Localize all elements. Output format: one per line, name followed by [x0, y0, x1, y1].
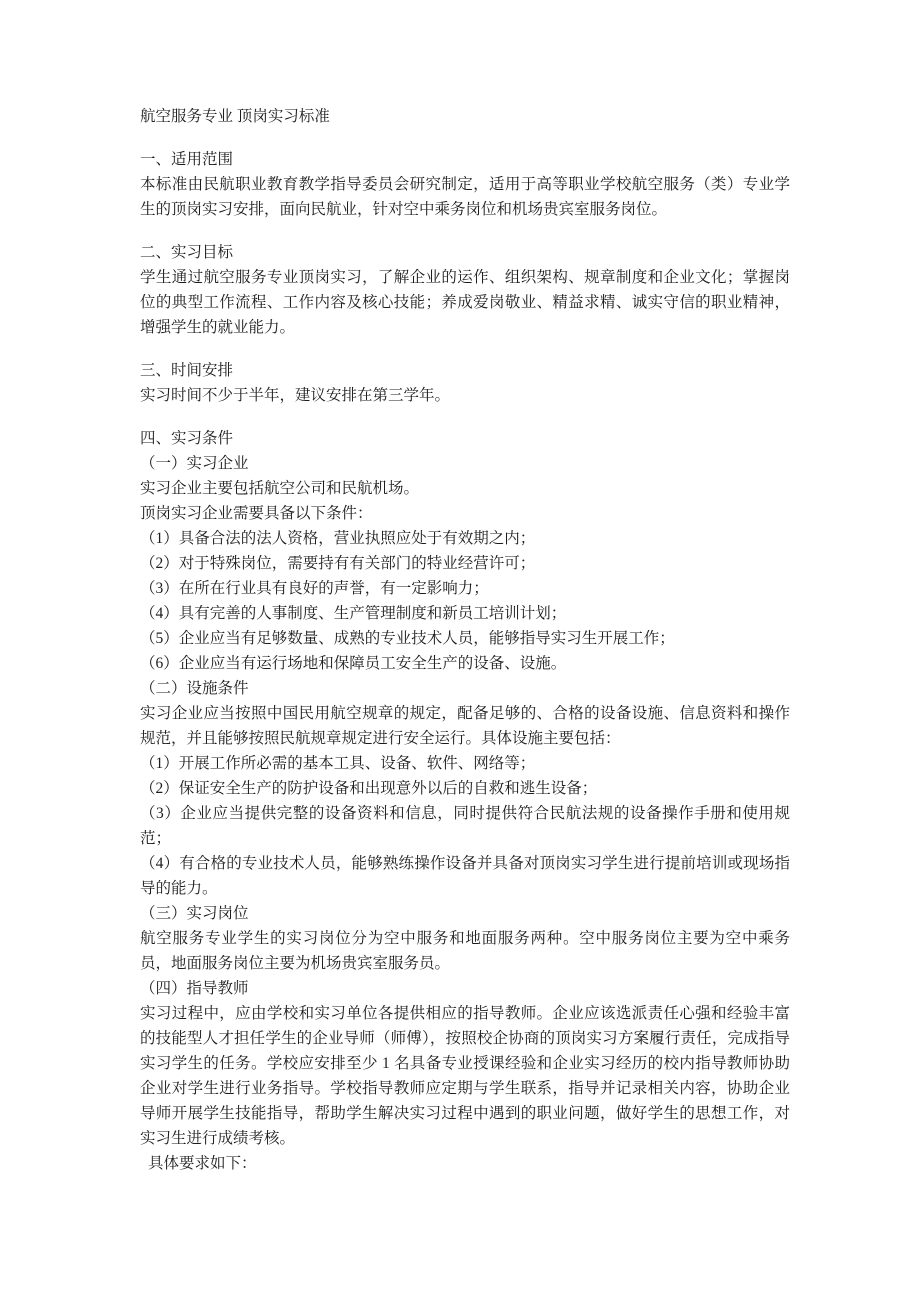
document-title: 航空服务专业 顶岗实习标准	[140, 108, 330, 125]
document-paragraph: 顶岗实习企业需要具备以下条件：	[140, 505, 373, 522]
document-paragraph: 实习企业应当按照中国民用航空规章的规定，配备足够的、合格的设备设施、信息资料和操作规范，并且能够按照民航规章规定进行安全运行。具体设施主要包括：	[140, 705, 790, 747]
document-paragraph: 具体要求如下：	[148, 1155, 257, 1172]
list-item: （2）对于特殊岗位，需要持有有关部门的特业经营许可；	[140, 555, 536, 572]
list-item: （6）企业应当有运行场地和保障员工安全生产的设备、设施。	[140, 655, 567, 672]
list-item: （5）企业应当有足够数量、成熟的专业技术人员，能够指导实习生开展工作；	[140, 630, 675, 647]
document-body	[140, 104, 790, 1176]
section-heading: 四、实习条件	[140, 430, 234, 447]
document-paragraph: 实习过程中，应由学校和实习单位各提供相应的指导教师。企业应该选派责任心强和经验丰富的技能型人才担任学生的企业导师（师傅），按照校企协商的顶岗实习方案履行责任，完成指导实习学生的任务。学校应安排至少 1 名具备专业授课经验和企业实习经历的校内指导教师协助企业对学生进行业务指导。学校指导教师应定期与学生联系，指导并记录相关内容，协助企业导师开展学生技能指导，帮助学生解决实习过程中遇到的职业问题，做好学生的思想工作，对实习生进行成绩考核。	[140, 1005, 790, 1147]
list-item: （3）在所在行业具有良好的声誉，有一定影响力；	[140, 580, 489, 597]
subsection-heading: （二）设施条件	[140, 680, 249, 697]
list-item: （3）企业应当提供完整的设备资料和信息，同时提供符合民航法规的设备操作手册和使用规范；	[140, 805, 790, 847]
section-heading: 二、实习目标	[140, 244, 234, 261]
document-paragraph: 实习企业主要包括航空公司和民航机场。	[140, 480, 420, 497]
list-item: （4）有合格的专业技术人员，能够熟练操作设备并具备对顶岗实习学生进行提前培训或现场指导的能力。	[140, 855, 790, 897]
list-item: （1）具备合法的法人资格，营业执照应处于有效期之内；	[140, 530, 536, 547]
list-item: （4）具有完善的人事制度、生产管理制度和新员工培训计划；	[140, 605, 567, 622]
subsection-heading: （四）指导教师	[140, 980, 249, 997]
document-paragraph: 本标准由民航职业教育教学指导委员会研究制定，适用于高等职业学校航空服务（类）专业学生的顶岗实习安排，面向民航业，针对空中乘务岗位和机场贵宾室服务岗位。	[140, 176, 790, 218]
paragraph-gap	[140, 408, 790, 426]
list-item: （2）保证安全生产的防护设备和出现意外以后的自救和逃生设备；	[140, 780, 598, 797]
paragraph-gap	[140, 222, 790, 240]
subsection-heading: （三）实习岗位	[140, 905, 249, 922]
paragraph-gap	[140, 129, 790, 147]
section-heading: 三、时间安排	[140, 362, 234, 379]
paragraph-gap	[140, 340, 790, 358]
section-heading: 一、适用范围	[140, 151, 234, 168]
document-paragraph: 航空服务专业学生的实习岗位分为空中服务和地面服务两种。空中服务岗位主要为空中乘务员，地面服务岗位主要为机场贵宾室服务员。	[140, 930, 790, 972]
list-item: （1）开展工作所必需的基本工具、设备、软件、网络等；	[140, 755, 536, 772]
subsection-heading: （一）实习企业	[140, 455, 249, 472]
document-paragraph: 学生通过航空服务专业顶岗实习，了解企业的运作、组织架构、规章制度和企业文化；掌握岗位的典型工作流程、工作内容及核心技能；养成爱岗敬业、精益求精、诚实守信的职业精神，增强学生的就业能力。	[140, 269, 790, 336]
document-paragraph: 实习时间不少于半年，建议安排在第三学年。	[140, 387, 451, 404]
